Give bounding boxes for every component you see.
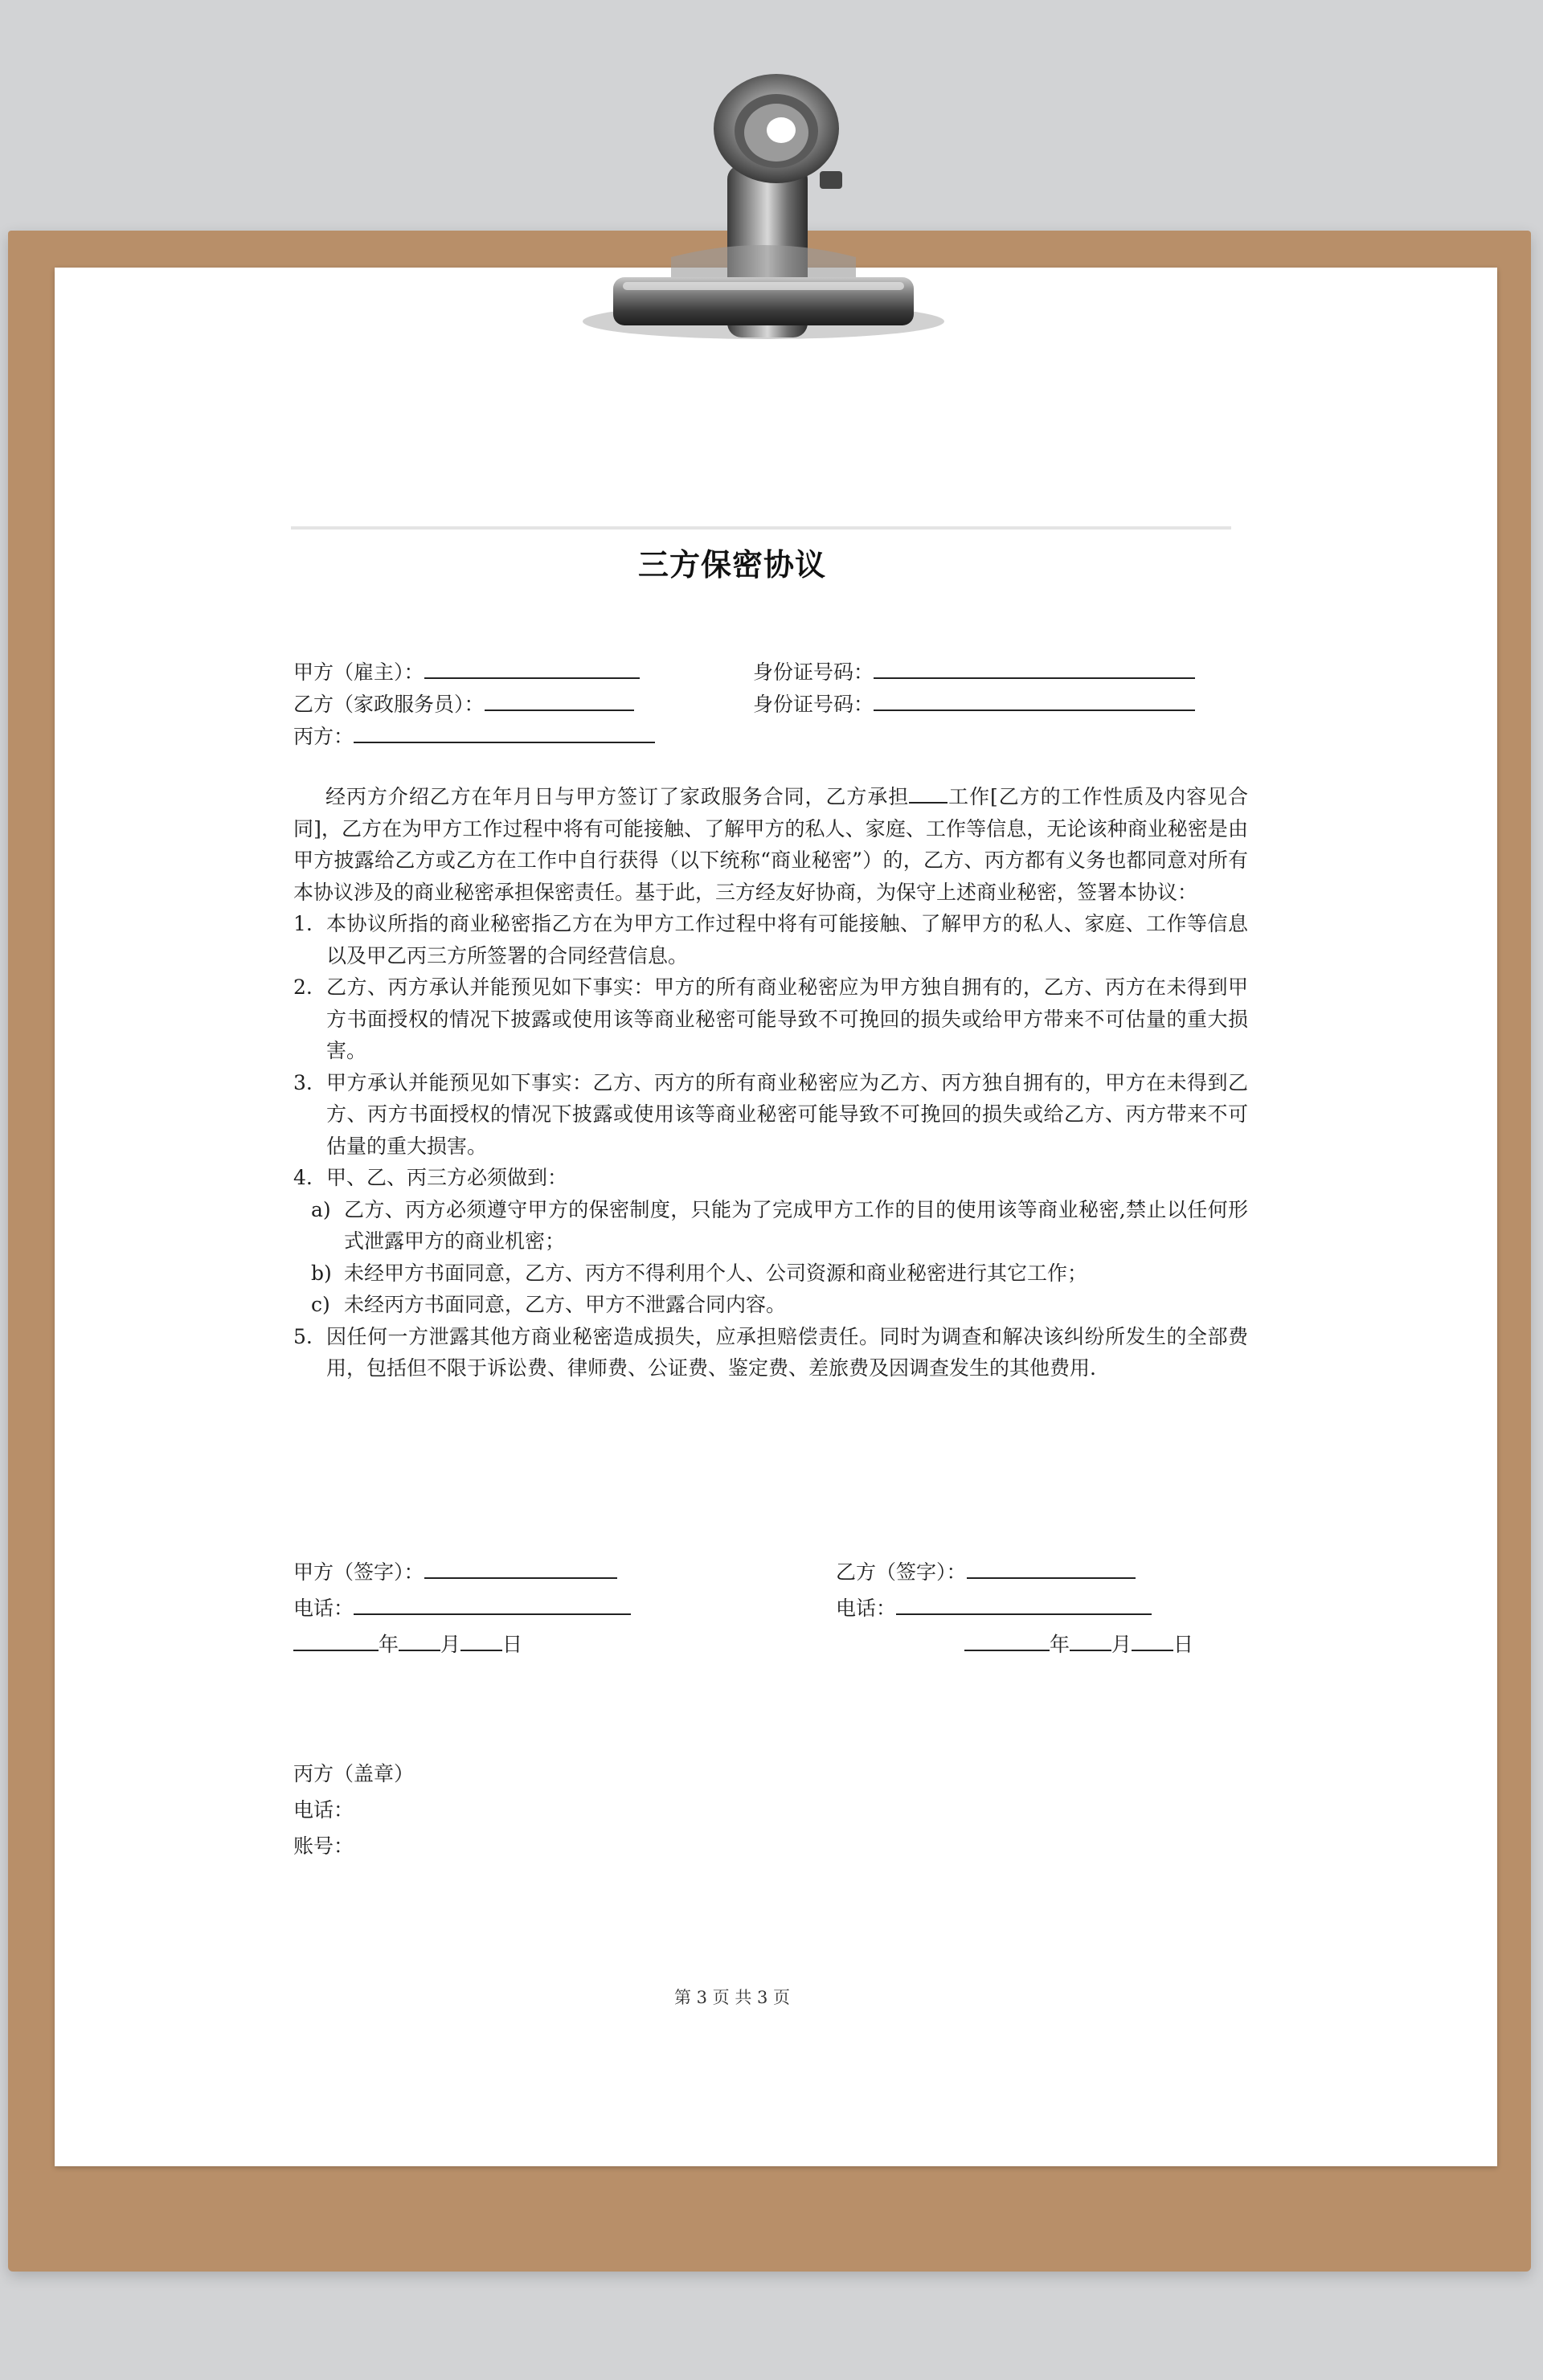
month-blank <box>399 1627 440 1651</box>
party-a-sign-label: 甲方（签字）： <box>293 1560 424 1584</box>
clause-number: 2. <box>293 975 313 999</box>
party-a-date <box>293 1627 522 1661</box>
clause-text: 乙方、丙方承认并能预见如下事实：甲方的所有商业秘密应为甲方独自拥有的，乙方、丙方在未得到甲方书面授权的情况下披露或使用该等商业秘密可能导致不可挽回的损失或给甲方带来不可估量的重大损害。 <box>326 975 1248 1062</box>
clause-text: 甲、乙、丙三方必须做到： <box>326 1166 568 1189</box>
intro-text-a: 经丙方介绍乙方在年月日与甲方签订了家政服务合同，乙方承担 <box>325 785 910 808</box>
day-blank <box>460 1627 502 1651</box>
day-blank <box>1132 1627 1173 1651</box>
year-blank <box>293 1627 379 1651</box>
clause-1 <box>293 908 1248 971</box>
clause-text: 本协议所指的商业秘密指乙方在为甲方工作过程中将有可能接触、了解甲方的私人、家庭、工作等信息以及甲乙丙三方所签署的合同经营信息。 <box>326 912 1248 967</box>
agreement-body <box>293 781 1248 1384</box>
party-b-date <box>964 1627 1193 1661</box>
sub-clause-letter: a) <box>311 1197 331 1221</box>
binder-clip-icon <box>575 44 952 354</box>
party-a-sign-blank <box>424 1555 617 1579</box>
clause-4b <box>293 1257 1248 1290</box>
party-c-blank <box>354 719 655 743</box>
id-label-2: 身份证号码： <box>753 693 874 716</box>
party-a-label: 甲方（雇主）： <box>293 660 424 684</box>
day-label: 日 <box>502 1633 523 1656</box>
header-rule <box>291 526 1231 530</box>
party-c-label: 丙方： <box>293 725 354 748</box>
clause-number: 3. <box>293 1070 313 1094</box>
phone-a-label: 电话： <box>293 1597 354 1620</box>
clause-4a <box>293 1194 1248 1257</box>
intro-text-b: 工作[乙方的工作性质及内容见合同]，乙方在为甲方工作过程中将有可能接触、了解甲方的私人、家庭、工作等信息，无论该种商业秘密是由甲方披露给乙方或乙方在工作中自行获得（以下统称“商业秘密”）的，乙方、丙方都有义务也都同意对所有本协议涉及的商业秘密承担保密责任。基于此，三方经友好协商，为保守上述商业秘密，签署本协议： <box>293 785 1248 904</box>
party-b-label: 乙方（家政服务员）： <box>293 693 485 716</box>
clause-text: 甲方承认并能预见如下事实：乙方、丙方的所有商业秘密应为乙方、丙方独自拥有的，甲方在未得到乙方、丙方书面授权的情况下披露或使用该等商业秘密可能导致不可挽回的损失或给乙方、丙方带来不可估量的重大损害。 <box>326 1070 1248 1158</box>
party-b-phone <box>836 1591 1152 1625</box>
day-label: 日 <box>1173 1633 1194 1656</box>
party-b-field <box>293 687 634 721</box>
party-b-blank <box>485 687 634 711</box>
clause-number: 1. <box>293 912 313 935</box>
intro-paragraph <box>293 781 1248 908</box>
year-blank <box>964 1627 1050 1651</box>
party-a-field <box>293 655 640 689</box>
clause-5 <box>293 1321 1248 1384</box>
party-c-account: 账号： <box>293 1834 354 1858</box>
page-number: 第 3 页 共 3 页 <box>673 1988 791 2007</box>
year-label: 年 <box>1050 1633 1070 1656</box>
id-number-field-1 <box>753 655 1195 689</box>
party-a-signature <box>293 1555 617 1589</box>
party-b-sign-blank <box>967 1555 1136 1579</box>
clause-2 <box>293 971 1248 1067</box>
party-c-field <box>293 719 655 753</box>
id-label-1: 身份证号码： <box>753 660 874 684</box>
party-c-seal: 丙方（盖章） <box>293 1762 415 1785</box>
clause-text: 因任何一方泄露其他方商业秘密造成损失，应承担赔偿责任。同时为调查和解决该纠纷所发生的全部费用，包括但不限于诉讼费、律师费、公证费、鉴定费、差旅费及因调查发生的其他费用. <box>326 1324 1248 1380</box>
id-number-field-2 <box>753 687 1195 721</box>
clause-4c <box>293 1289 1248 1321</box>
sub-clause-text: 未经丙方书面同意，乙方、甲方不泄露合同内容。 <box>344 1293 787 1316</box>
work-blank <box>909 781 947 804</box>
month-blank <box>1070 1627 1111 1651</box>
party-b-signature <box>836 1555 1136 1589</box>
id-blank-2 <box>874 687 1195 711</box>
sub-clause-letter: c) <box>311 1293 330 1316</box>
party-b-sign-label: 乙方（签字）： <box>836 1560 967 1584</box>
party-c-phone: 电话： <box>293 1798 354 1822</box>
phone-b-label: 电话： <box>836 1597 897 1620</box>
party-a-blank <box>424 655 640 679</box>
phone-a-blank <box>354 1591 631 1615</box>
sub-clause-letter: b) <box>311 1261 332 1285</box>
month-label: 月 <box>1111 1633 1132 1656</box>
document-title: 三方保密协议 <box>637 546 826 583</box>
clause-3 <box>293 1067 1248 1163</box>
sub-clause-text: 乙方、丙方必须遵守甲方的保密制度，只能为了完成甲方工作的目的使用该等商业秘密,禁止以任何形式泄露甲方的商业机密； <box>344 1197 1248 1253</box>
phone-b-blank <box>896 1591 1152 1615</box>
sub-clause-text: 未经甲方书面同意，乙方、丙方不得利用个人、公司资源和商业秘密进行其它工作； <box>344 1261 1088 1285</box>
month-label: 月 <box>440 1633 461 1656</box>
year-label: 年 <box>379 1633 399 1656</box>
id-blank-1 <box>874 655 1195 679</box>
clause-number: 5. <box>293 1324 313 1348</box>
party-a-phone <box>293 1591 631 1625</box>
clause-number: 4. <box>293 1166 313 1189</box>
clause-4 <box>293 1162 1248 1194</box>
